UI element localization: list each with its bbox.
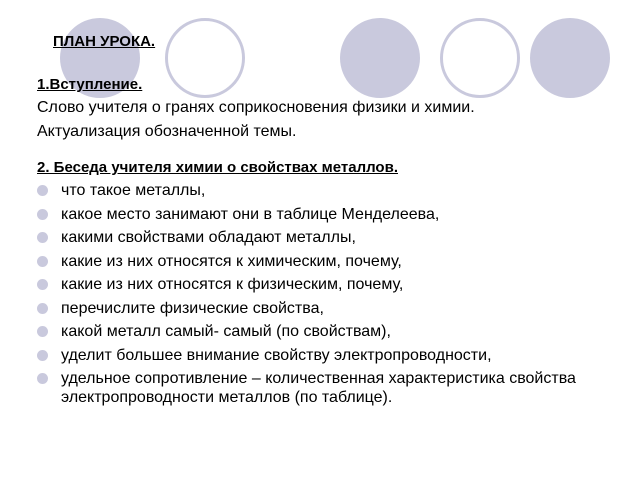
bullet-icon	[37, 279, 48, 290]
list-item	[37, 346, 581, 365]
list-item	[37, 181, 581, 200]
bullet-icon	[37, 303, 48, 314]
list-item-text: какой металл самый- самый (по свойствам),	[61, 323, 391, 340]
list-item-text: какими свойствами обладают металлы,	[61, 229, 356, 246]
list-item-text: удельное сопротивление – количественная характеристика свойства электропроводности металлов (по таблице).	[61, 370, 576, 406]
bullet-icon	[37, 185, 48, 196]
decor-circle-2	[165, 18, 245, 98]
decor-circle-4	[440, 18, 520, 98]
section-1-heading: 1.Вступление.	[37, 76, 143, 93]
section-1-line-2: Актуализация обозначенной темы.	[37, 123, 297, 140]
list-item	[37, 322, 581, 341]
list-item-text: какие из них относятся к физическим, почему,	[61, 276, 404, 293]
bullet-icon	[37, 373, 48, 384]
list-item-text: какие из них относятся к химическим, почему,	[61, 252, 402, 270]
decor-circle-5	[530, 18, 610, 98]
list-item-text: уделит большее внимание свойству электропроводности,	[61, 346, 492, 364]
bullet-icon	[37, 350, 48, 361]
bullet-icon	[37, 326, 48, 337]
list-item	[37, 275, 581, 294]
slide-title: ПЛАН УРОКА.	[53, 33, 156, 50]
list-item	[37, 252, 581, 271]
section-2-heading: 2. Беседа учителя химии о свойствах металлов.	[37, 159, 398, 176]
list-item	[37, 228, 581, 247]
section-2-bullet-list	[37, 181, 581, 412]
section-1-line-1: Слово учителя о гранях соприкосновения физики и химии.	[37, 99, 475, 116]
list-item-text: перечислите физические свойства,	[61, 299, 324, 317]
decor-circle-3	[340, 18, 420, 98]
list-item-text: что такое металлы,	[61, 182, 206, 199]
list-item-text: какое место занимают они в таблице Менделеева,	[61, 205, 440, 223]
bullet-icon	[37, 256, 48, 267]
list-item	[37, 205, 581, 224]
list-item	[37, 369, 581, 407]
list-item	[37, 299, 581, 318]
bullet-icon	[37, 209, 48, 220]
bullet-icon	[37, 232, 48, 243]
